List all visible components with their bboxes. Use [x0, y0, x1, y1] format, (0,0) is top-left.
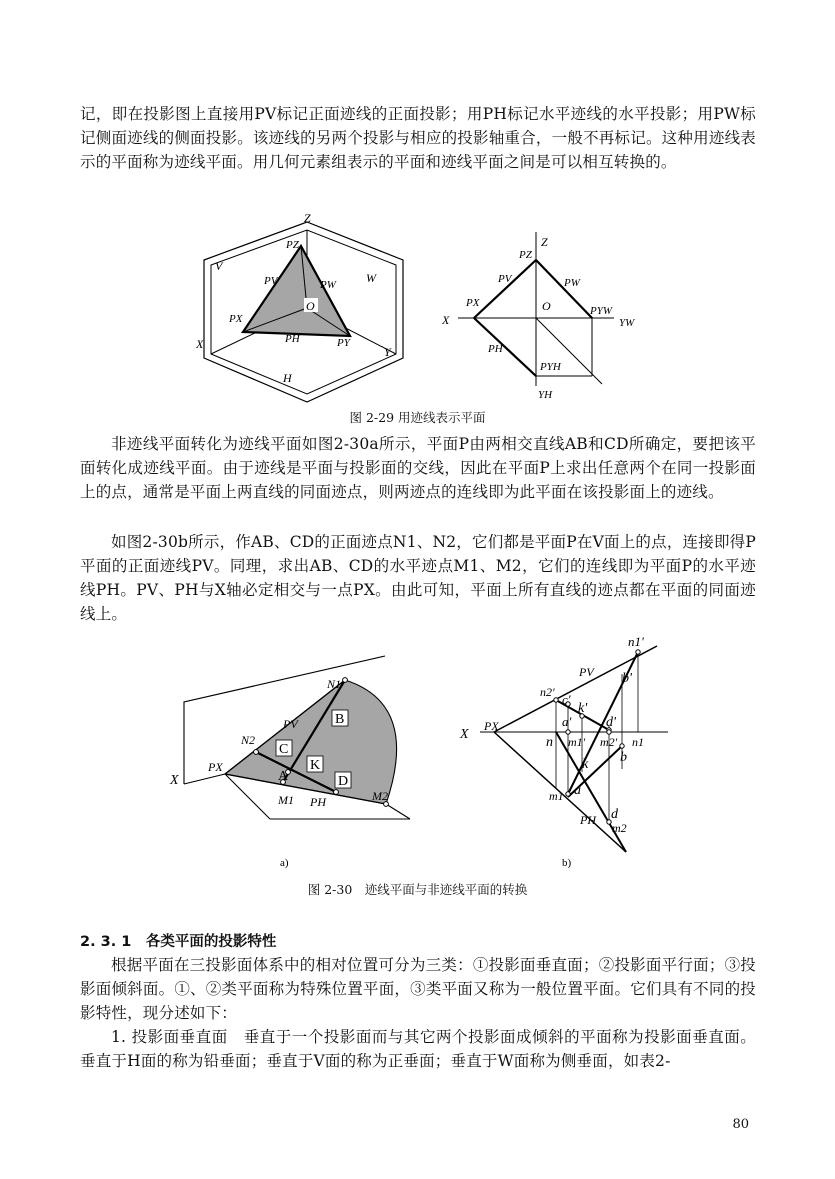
label-a-D: D [338, 774, 349, 789]
label-a-M2: M2 [372, 789, 388, 803]
label-b-k-low: k [582, 757, 589, 772]
caption-sub-a: a) [280, 857, 289, 869]
label-b-n1: n1 [632, 735, 644, 749]
label-a-PX: PX [208, 760, 223, 774]
label-right-PZ: PZ [519, 249, 532, 261]
paragraph-trace-notation: 记，即在投影图上直接用PV标记正面迹线的正面投影；用PH标记水平迹线的水平投影；用PW标记侧面迹线的侧面投影。该迹线的另两个投影与相应的投影轴重合，一般不再标记。这种用迹线表示的平面称为迹线平面。用几何元素组表示的平面和迹线平面之间是可以相互转换的。 [80, 105, 756, 171]
figure-2-29 [0, 208, 835, 408]
paragraph-trace-points: 如图2-30b所示，作AB、CD的正面迹点N1、N2，它们都是平面P在V面上的点，连接即得P平面的正面迹线PV。同理，求出AB、CD的水平迹点M1、M2，它们的连线即为平面P的水平迹线PH。PV、PH与X轴必定相交与一点PX。由此可知，平面上所有直线的迹点都在平面的同面迹线上。 [80, 533, 756, 623]
label-a-B: B [335, 712, 345, 727]
label-left-PV: PV [264, 275, 278, 287]
label-left-V: V [215, 259, 223, 273]
label-right-PYH: PYH [540, 361, 561, 373]
label-right-PH: PH [488, 343, 503, 355]
caption-fig-2-29: 图 2-29 用迹线表示平面 [349, 410, 486, 425]
label-right-PW: PW [564, 277, 580, 289]
paragraph-perpendicular-plane: 1. 投影面垂直面 垂直于一个投影面而与其它两个投影面成倾斜的平面称为投影面垂直面。垂直于H面的称为铅垂面；垂直于V面的称为正垂面；垂直于W面称为侧垂面，如表2- [80, 1028, 756, 1070]
label-left-PX: PX [229, 313, 243, 325]
paragraph-plane-types: 根据平面在三投影面体系中的相对位置可分为三类：①投影面垂直面；②投影面平行面；③投影面倾斜面。①、②类平面称为特殊位置平面，③类平面又称为一般位置平面。它们具有不同的投影特性，现分述如下： [80, 956, 756, 1022]
label-a-PV: PV [283, 717, 298, 731]
page-number: 80 [732, 1117, 749, 1132]
label-left-PY: PY [337, 337, 350, 349]
label-b-m1-up: m1' [568, 735, 586, 749]
paragraph-conversion: 非迹线平面转化为迹线平面如图2-30a所示，平面P由两相交直线AB和CD所确定，要把该平面转化成迹线平面。由于迹线是平面与投影面的交线，因此在平面P上求出任意两个在同一投影面上的点，通常是平面上两直线的同面迹点，则两迹点的连线即为此平面在该投影面上的迹线。 [80, 435, 756, 501]
label-b-m1: m1 [549, 789, 564, 803]
figure-2-30 [0, 634, 835, 874]
label-b-m2: m2 [612, 821, 627, 835]
label-b-d-up: d' [606, 715, 616, 730]
label-left-PW: PW [320, 279, 336, 291]
label-right-X: X [442, 313, 450, 327]
label-b-PH: PH [580, 813, 596, 827]
fig230b-drawing [480, 646, 668, 852]
label-left-Z: Z [304, 211, 311, 225]
caption-sub-b: b) [562, 857, 572, 869]
label-b-d-low: d [611, 807, 618, 822]
label-a-A: A [278, 769, 289, 784]
label-b-n: n [546, 735, 553, 750]
label-b-k-up: k' [578, 701, 588, 716]
label-right-YH: YH [538, 389, 553, 401]
label-b-a-up: a' [562, 714, 572, 729]
label-b-m2-up: m2' [600, 735, 618, 749]
label-left-PH: PH [285, 333, 300, 345]
label-a-N2: N2 [241, 733, 256, 747]
label-a-K: K [310, 758, 321, 773]
label-b-b-up: b' [622, 671, 632, 686]
label-a-PH: PH [310, 795, 326, 809]
label-b-c-up: c' [562, 692, 571, 707]
label-b-b-low: b [620, 750, 627, 765]
label-right-Z: Z [541, 235, 548, 249]
label-left-O: O [306, 299, 315, 313]
label-b-PX: PX [484, 719, 499, 733]
label-right-YW: YW [619, 317, 635, 329]
label-a-N1: N1 [327, 677, 342, 691]
label-a-C: C [279, 742, 289, 757]
label-right-O: O [542, 299, 551, 313]
label-left-PZ: PZ [286, 239, 299, 251]
label-left-H: H [283, 371, 292, 385]
label-b-X: X [460, 727, 469, 742]
label-a-X: X [170, 773, 179, 788]
label-b-PV: PV [579, 665, 594, 679]
fig229-left-3d [204, 222, 403, 402]
label-right-PYW: PYW [590, 305, 612, 317]
label-left-Y: Y [384, 345, 391, 359]
label-b-n2: n2' [540, 685, 555, 699]
label-right-PX: PX [466, 297, 480, 309]
label-b-n1top: n1' [628, 634, 644, 649]
label-left-W: W [366, 271, 376, 285]
label-left-X: X [196, 337, 204, 351]
label-a-M1: M1 [278, 793, 294, 807]
caption-fig-2-30: 图 2-30 迹线平面与非迹线平面的转换 [307, 882, 528, 897]
label-b-a-low: a [574, 783, 581, 798]
section-heading: 2. 3. 1 各类平面的投影特性 [80, 934, 277, 950]
label-right-PV: PV [498, 273, 512, 285]
